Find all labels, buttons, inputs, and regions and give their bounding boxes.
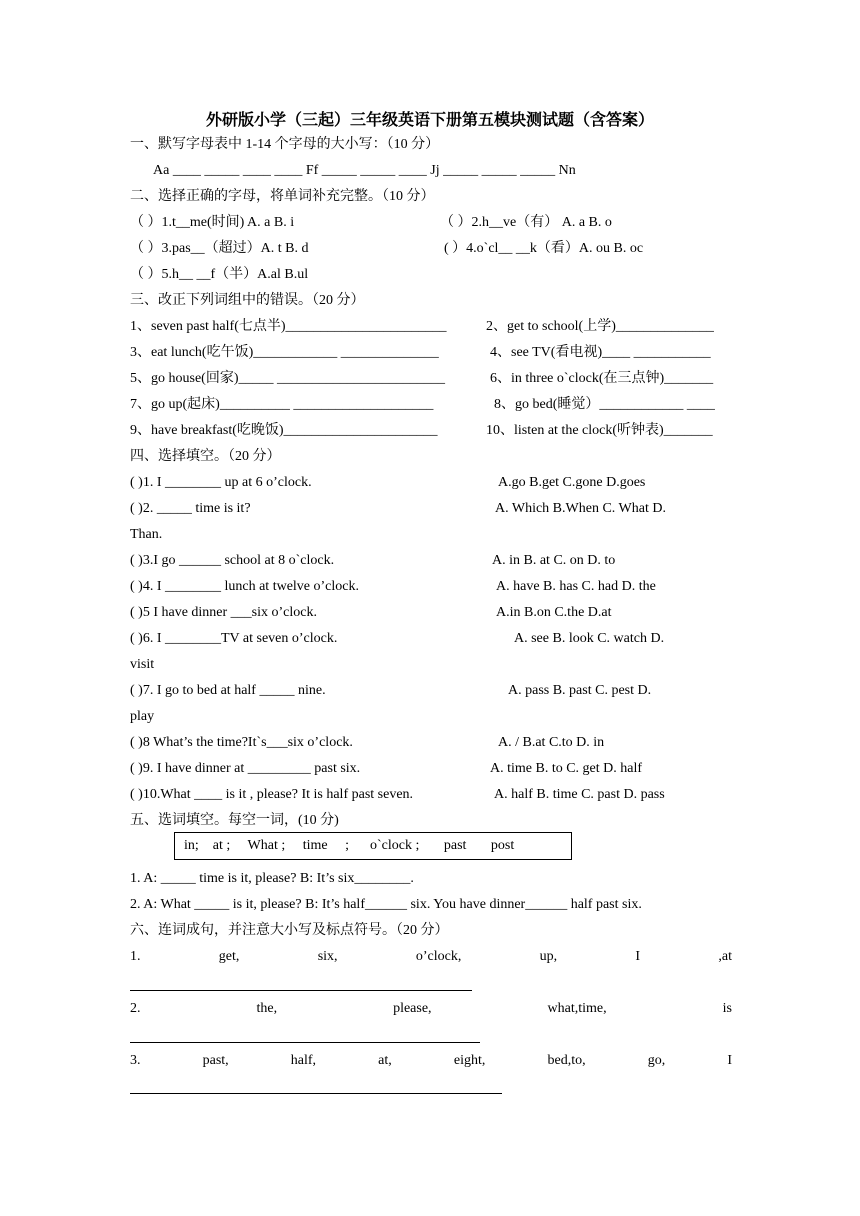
s4-q1-stem: ( )1. I ________ up at 6 o’clock. (130, 475, 312, 490)
s4-q5 (130, 602, 732, 624)
s4-q4-stem: ( )4. I ________ lunch at twelve o’clock. (130, 579, 359, 594)
s4-q6-wrap: visit (130, 657, 155, 672)
s4-q2 (130, 498, 732, 520)
s3-item-4: 4、see TV(看电视)____ ___________ (490, 345, 711, 360)
s3-item-8: 8、go bed(睡觉）____________ ____ (494, 397, 715, 412)
s2-row-2 (130, 238, 732, 260)
page-title: 外研版小学（三起）三年级英语下册第五模块测试题（含答案） (205, 112, 654, 129)
s4-q6-options: A. see B. look C. watch D. (514, 631, 665, 646)
s2-row-1 (130, 212, 732, 234)
s6-q1-word: ,at (718, 949, 732, 964)
s3-item-1: 1、seven past half(七点半)_______________________ (130, 319, 447, 334)
s3-item-6: 6、in three o`clock(在三点钟)_______ (490, 371, 714, 386)
s2-q2: （ ）2.h__ve（有） A. a B. o (440, 215, 612, 230)
s6-q1-word: get, (218, 949, 240, 964)
section-3-heading: 三、改正下列词组中的错误。（20 分） (130, 293, 365, 308)
s6-q3-word: half, (290, 1053, 317, 1068)
s4-q2-options: A. Which B.When C. What D. (495, 501, 666, 516)
s4-q9-options: A. time B. to C. get D. half (490, 761, 643, 776)
s6-q3-word: go, (647, 1053, 666, 1068)
s2-row-3 (130, 264, 732, 286)
s4-q5-stem: ( )5 I have dinner ___six o’clock. (130, 605, 317, 620)
s6-q2-word: what,time, (547, 1001, 607, 1016)
s4-q8-stem: ( )8 What’s the time?It`s___six o’clock. (130, 735, 353, 750)
s4-q3-stem: ( )3.I go ______ school at 8 o`clock. (130, 553, 335, 568)
s4-q9 (130, 758, 732, 780)
s5-line-2: 2. A: What _____ is it, please? B: It’s half______ six. You have dinner______ half past six. (130, 897, 642, 912)
s3-item-3: 3、eat lunch(吃午饭)____________ ______________ (130, 345, 439, 360)
s4-q7-stem: ( )7. I go to bed at half _____ nine. (130, 683, 326, 698)
s3-item-7: 7、go up(起床)__________ ____________________ (130, 397, 434, 412)
s4-q7-wrap: play (130, 709, 155, 724)
s2-q4: ( ）4.o`cl__ __k（看）A. ou B. oc (444, 241, 644, 256)
s4-q10-stem: ( )10.What ____ is it , please? It is half past seven. (130, 787, 414, 802)
s4-q4 (130, 576, 732, 598)
section-5-heading: 五、选词填空。每空一词，(10 分) (130, 813, 339, 828)
s4-q5-options: A.in B.on C.the D.at (496, 605, 612, 620)
s3-item-10: 10、listen at the clock(听钟表)_______ (486, 423, 713, 438)
s6-q2-word: 2. (130, 1001, 141, 1016)
s4-q3-options: A. in B. at C. on D. to (492, 553, 616, 568)
s2-q1: （ ）1.t__me(时间) A. a B. i (130, 215, 295, 230)
s4-q7 (130, 680, 732, 702)
section-4-heading: 四、选择填空。（20 分） (130, 449, 281, 464)
s6-q1-word: six, (317, 949, 338, 964)
alphabet-line: Aa ____ _____ ____ ____ Ff _____ _____ ____ Jj _____ _____ _____ Nn (153, 163, 576, 178)
s6-q3-answer-line (130, 1093, 502, 1094)
s6-q3-word: bed,to, (547, 1053, 586, 1068)
s3-row-5 (130, 420, 732, 442)
s3-item-5: 5、go house(回家)_____ ________________________ (130, 371, 445, 386)
s4-q8-options: A. / B.at C.to D. in (498, 735, 605, 750)
s4-q3 (130, 550, 732, 572)
s6-q1-answer-line (130, 990, 472, 991)
s6-q2-word: please, (393, 1001, 432, 1016)
s6-q1-word: o’clock, (415, 949, 462, 964)
s2-q5: （ ）5.h__ __f（半）A.al B.ul (130, 267, 309, 282)
s6-q3-words (130, 1050, 732, 1072)
s6-q2-word: is (722, 1001, 732, 1016)
s4-q2-stem: ( )2. _____ time is it? (130, 501, 251, 516)
s6-q1-words (130, 946, 732, 968)
s4-q9-stem: ( )9. I have dinner at _________ past six. (130, 761, 361, 776)
s4-q1 (130, 472, 732, 494)
s3-row-1 (130, 316, 732, 338)
s4-q10 (130, 784, 732, 806)
s4-q6-stem: ( )6. I ________TV at seven o’clock. (130, 631, 338, 646)
s6-q2-words (130, 998, 732, 1020)
word-bank-box: in; at ; What ; time ; o`clock ; past post (174, 832, 572, 860)
s6-q1-word: up, (539, 949, 558, 964)
s6-q3-word: I (727, 1053, 732, 1068)
s4-q10-options: A. half B. time C. past D. pass (494, 787, 665, 802)
s6-q2-answer-line (130, 1042, 480, 1043)
s6-q1-word: 1. (130, 949, 141, 964)
s4-q6 (130, 628, 732, 650)
s4-q4-options: A. have B. has C. had D. the (496, 579, 656, 594)
s4-q7-options: A. pass B. past C. pest D. (508, 683, 652, 698)
s6-q3-word: eight, (453, 1053, 486, 1068)
s3-item-2: 2、get to school(上学)______________ (486, 319, 714, 334)
s6-q1-word: I (635, 949, 641, 964)
s3-item-9: 9、have breakfast(吃晚饭)______________________ (130, 423, 438, 438)
s3-row-4 (130, 394, 732, 416)
s4-q8 (130, 732, 732, 754)
s6-q3-word: 3. (130, 1053, 141, 1068)
s4-q2-wrap: Than. (130, 527, 163, 542)
section-2-heading: 二、选择正确的字母，将单词补充完整。（10 分） (130, 189, 435, 204)
s3-row-2 (130, 342, 732, 364)
s3-row-3 (130, 368, 732, 390)
s6-q3-word: at, (378, 1053, 392, 1068)
s2-q3: （ ）3.pas__（超过）A. t B. d (130, 241, 309, 256)
s6-q3-word: past, (202, 1053, 229, 1068)
s5-line-1: 1. A: _____ time is it, please? B: It’s six________. (130, 871, 414, 886)
section-6-heading: 六、连词成句，并注意大小写及标点符号。（20 分） (130, 923, 449, 938)
s6-q2-word: the, (256, 1001, 278, 1016)
s4-q1-options: A.go B.get C.gone D.goes (498, 475, 646, 490)
section-1-heading: 一、默写字母表中 1-14 个字母的大小写：（10 分） (130, 137, 440, 152)
